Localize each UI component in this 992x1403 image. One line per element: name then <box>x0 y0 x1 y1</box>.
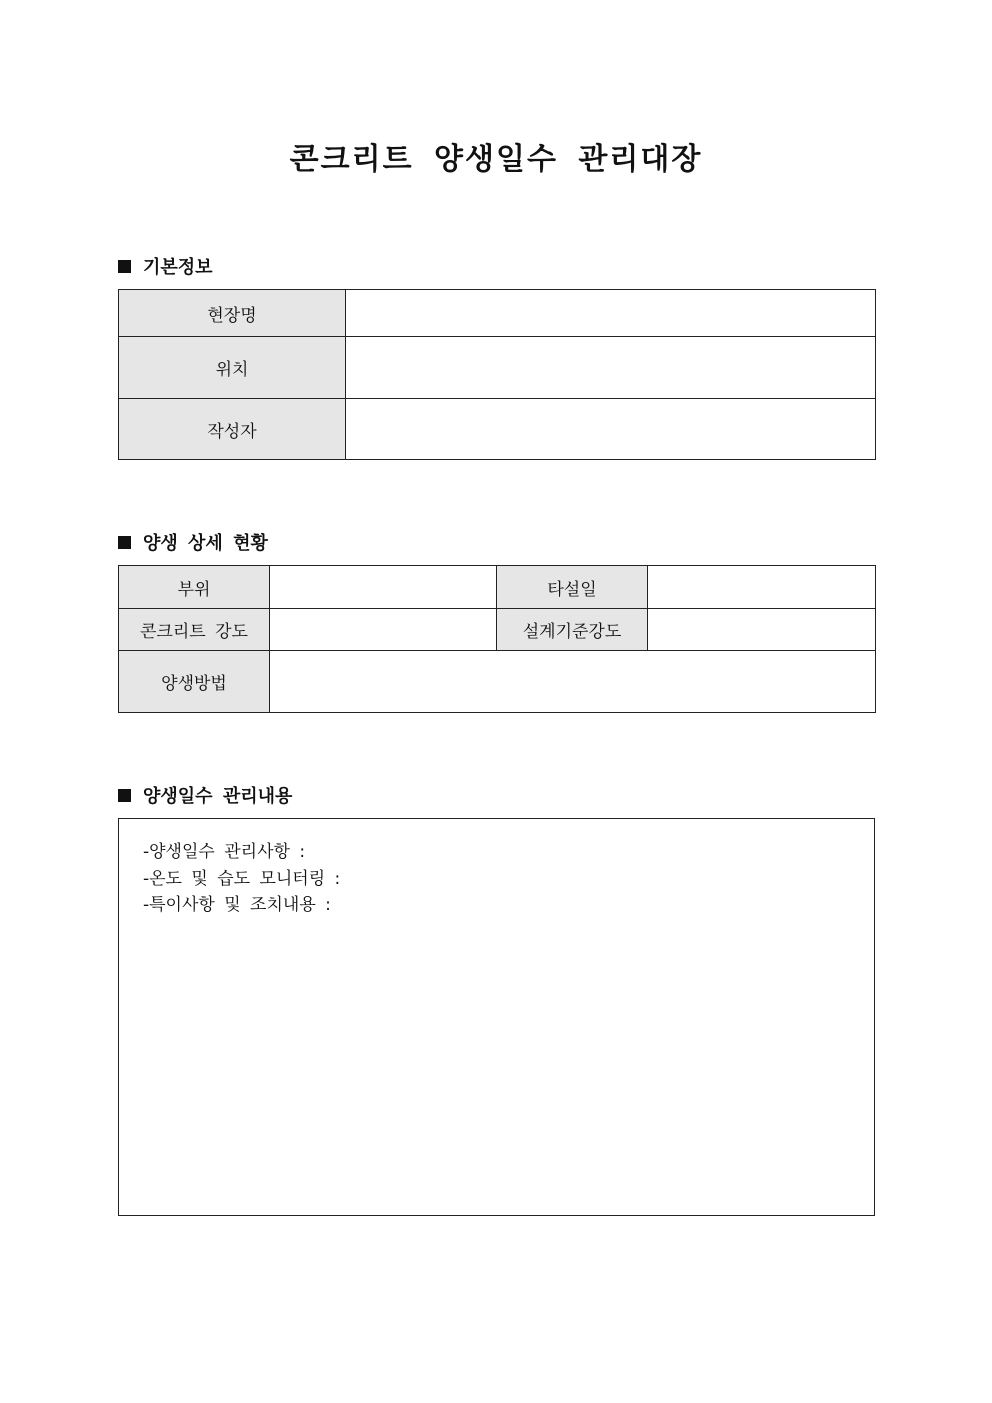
pour-date-field[interactable] <box>648 566 876 609</box>
site-name-label: 현장명 <box>119 290 346 337</box>
location-label: 위치 <box>119 337 346 399</box>
curing-method-field[interactable] <box>270 651 876 713</box>
section-heading-label: 양생 상세 현황 <box>143 533 268 554</box>
table-row <box>119 290 876 337</box>
concrete-strength-field[interactable] <box>270 609 497 651</box>
document-title: 콘크리트 양생일수 관리대장 <box>289 142 703 177</box>
table-row <box>119 399 876 460</box>
note-line-curing-days: -양생일수 관리사항 : <box>143 842 306 862</box>
part-label: 부위 <box>119 566 270 609</box>
part-field[interactable] <box>270 566 497 609</box>
concrete-strength-label: 콘크리트 강도 <box>119 609 270 651</box>
section-heading-curing-management <box>118 782 292 808</box>
section-heading-basic-info <box>118 253 213 279</box>
note-line-special-notes: -특이사항 및 조치내용 : <box>143 895 331 915</box>
author-field[interactable] <box>346 399 876 460</box>
square-bullet-icon <box>118 789 131 802</box>
location-field[interactable] <box>346 337 876 399</box>
management-notes-lines <box>143 839 340 919</box>
table-row <box>119 609 876 651</box>
curing-detail-table <box>118 565 876 713</box>
pour-date-label: 타설일 <box>497 566 648 609</box>
square-bullet-icon <box>118 536 131 549</box>
curing-method-label: 양생방법 <box>119 651 270 713</box>
table-row <box>119 651 876 713</box>
site-name-field[interactable] <box>346 290 876 337</box>
author-label: 작성자 <box>119 399 346 460</box>
design-strength-field[interactable] <box>648 609 876 651</box>
table-row <box>119 337 876 399</box>
section-heading-label: 기본정보 <box>143 257 213 278</box>
management-notes-box[interactable] <box>118 818 875 1216</box>
design-strength-label: 설계기준강도 <box>497 609 648 651</box>
note-line-temperature-humidity: -온도 및 습도 모니터링 : <box>143 868 341 889</box>
section-heading-curing-detail <box>118 529 268 555</box>
basic-info-table <box>118 289 876 460</box>
square-bullet-icon <box>118 260 131 273</box>
section-heading-label: 양생일수 관리내용 <box>143 786 293 807</box>
table-row <box>119 566 876 609</box>
